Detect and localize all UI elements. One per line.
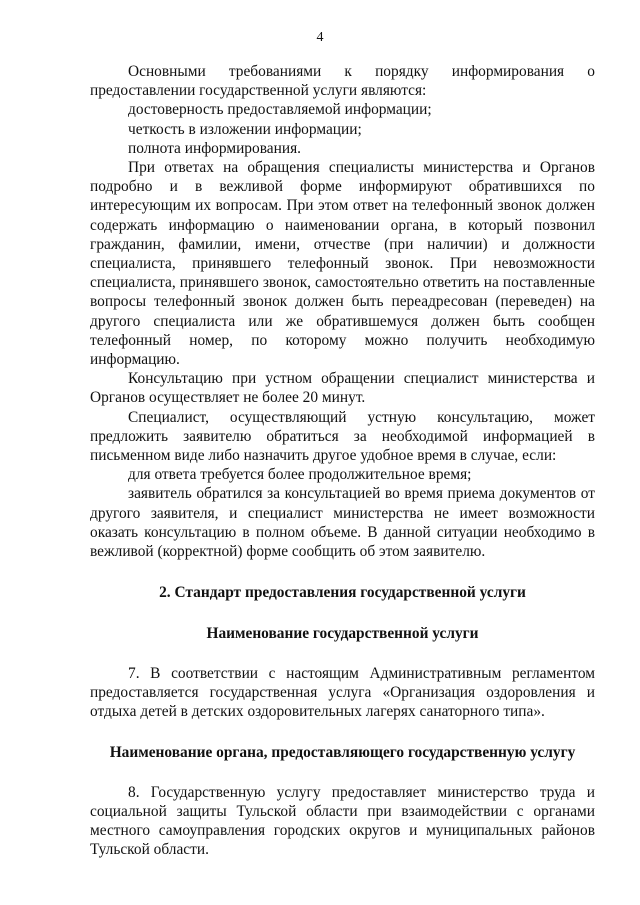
subsection-heading: Наименование органа, предоставляющего государственную услугу: [109, 744, 576, 762]
case-item: заявитель обратился за консультацией во время приема документов от другого заявителя, и специалист министерства не имеет возможности оказать консультацию в полном объеме. В данной ситуации необходимо в вежливой (корректной) форме сообщить об этом заявителю.: [90, 485, 595, 561]
specialist-paragraph: Специалист, осуществляющий устную консультацию, может предложить заявителю обратиться за необходимой информацией в письменном виде либо назначить другое удобное время в случае, если:: [90, 408, 595, 465]
requirement-item: четкость в изложении информации;: [128, 120, 362, 138]
requirements-intro: Основными требованиями к порядку информирования о предоставлении государственной услуги являются:: [90, 63, 595, 100]
document-body: [90, 62, 595, 859]
phone-answer-paragraph: При ответах на обращения специалисты министерства и Органов подробно и в вежливой форме информируют обратившихся по интересующим их вопросам. При этом ответ на телефонный звонок должен содержать информацию о наименовании органа, в который позвонил гражданин, фамилии, имени, отчестве (при наличии) и должности специалиста, принявшего телефонный звонок. При невозможности специалиста, принявшего звонок, самостоятельно ответить на поставленные вопросы телефонный звонок должен быть переадресован (переведен) на другого специалиста или же обратившемуся должен быть сообщен телефонный номер, по которому можно получить необходимую информацию.: [90, 159, 595, 369]
page-number: 4: [316, 30, 324, 45]
oral-consultation-paragraph: Консультацию при устном обращении специалист министерства и Органов осуществляет не более 20 минут.: [90, 370, 595, 407]
section-heading: 2. Стандарт предоставления государственной услуги: [159, 584, 526, 602]
paragraph-8: 8. Государственную услугу предоставляет министерство труда и социальной защиты Тульской области при взаимодействии с органами местного самоуправления городских округов и муниципальных районов Тульской области.: [90, 783, 595, 859]
requirement-item: полнота информирования.: [128, 139, 301, 157]
subsection-heading: Наименование государственной услуги: [206, 625, 479, 643]
requirement-item: достоверность предоставляемой информации;: [128, 101, 432, 119]
case-item: для ответа требуется более продолжительное время;: [128, 466, 472, 484]
paragraph-7: 7. В соответствии с настоящим Административным регламентом предоставляется государственная услуга «Организация оздоровления и отдыха детей в детских оздоровительных лагерях санаторного типа».: [90, 664, 595, 721]
